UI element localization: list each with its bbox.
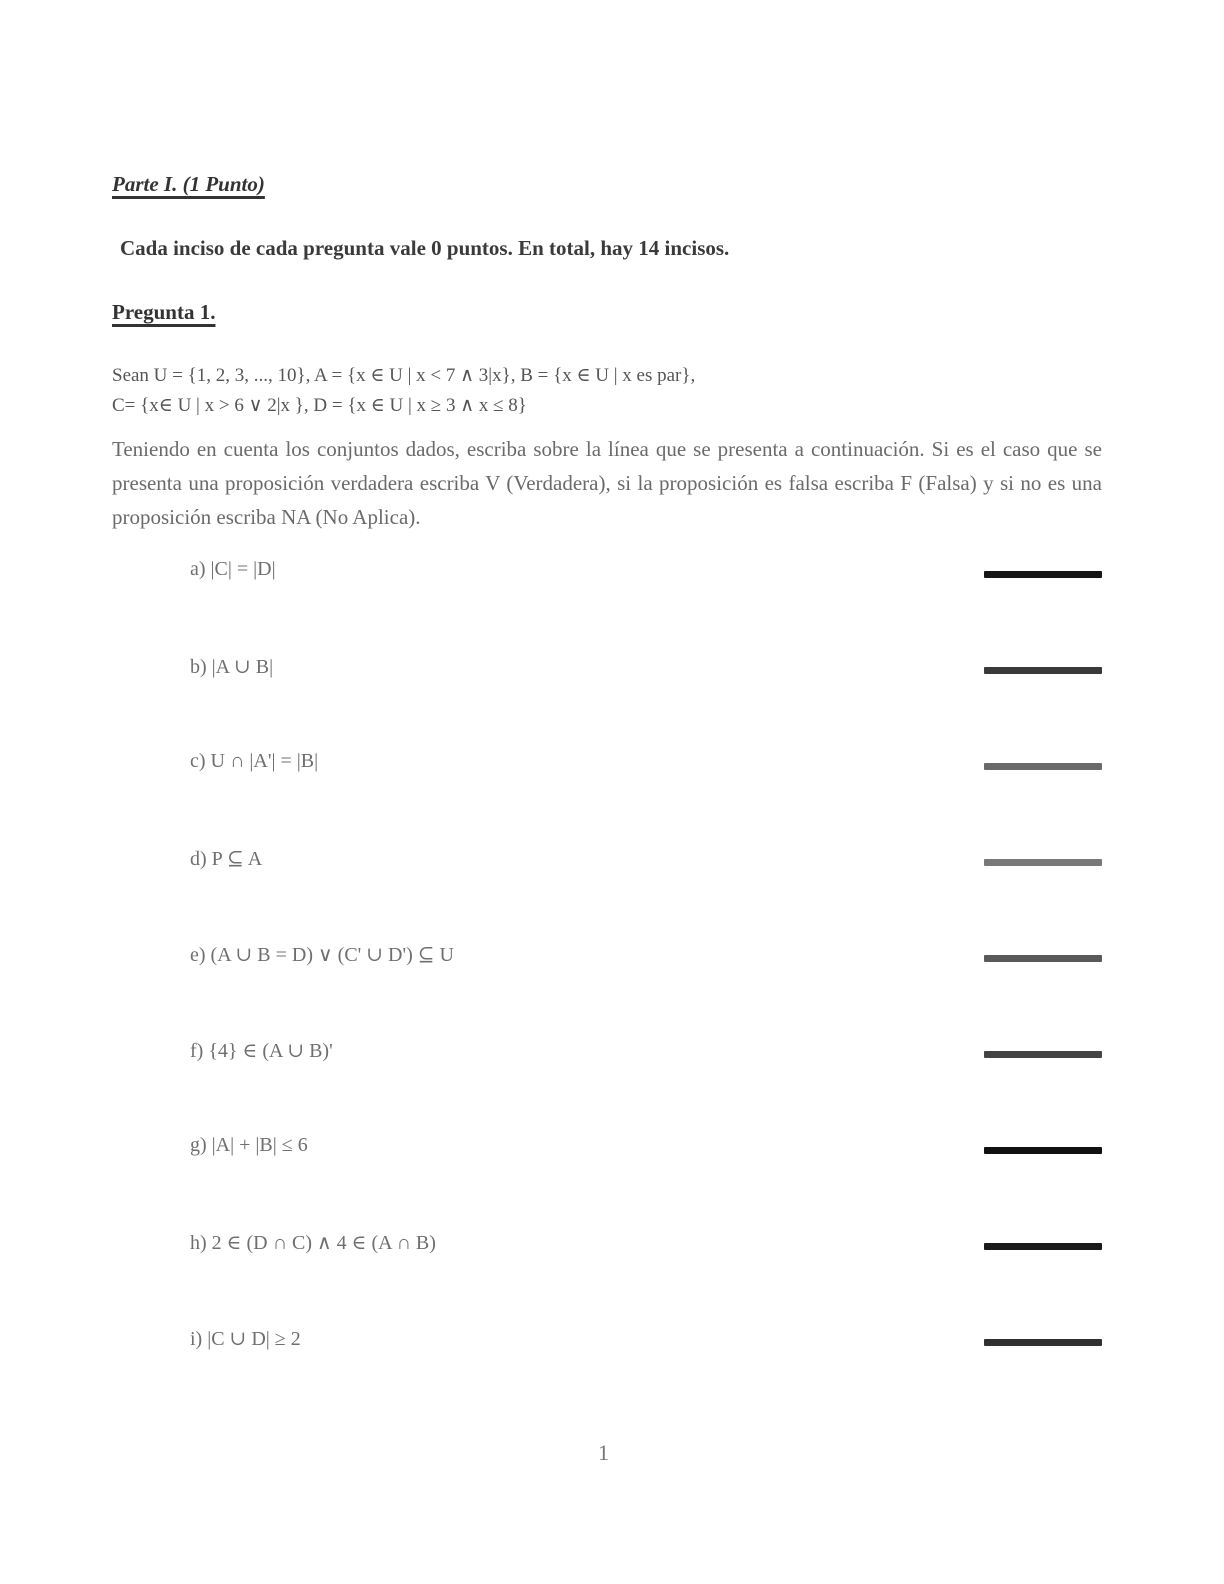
item-label: h) 2 ∈ (D ∩ C) ∧ 4 ∈ (A ∩ B): [190, 1232, 436, 1254]
question-item: [0, 942, 1224, 982]
question-item: [0, 1134, 1224, 1174]
page-number: 1: [598, 1440, 609, 1465]
item-label: d) P ⊆ A: [190, 848, 263, 870]
answer-line[interactable]: [984, 763, 1102, 770]
answer-line[interactable]: [984, 1051, 1102, 1058]
item-label: a) |C| = |D|: [190, 558, 276, 580]
question-item: [0, 1230, 1224, 1270]
question-title: Pregunta 1.: [112, 300, 216, 324]
question-item: [0, 1038, 1224, 1078]
answer-line[interactable]: [984, 571, 1102, 578]
question-item: [0, 558, 1224, 598]
item-label: e) (A ∪ B = D) ∨ (C' ∪ D') ⊆ U: [190, 944, 454, 966]
answer-line[interactable]: [984, 667, 1102, 674]
answer-line[interactable]: [984, 1243, 1102, 1250]
item-label: g) |A| + |B| ≤ 6: [190, 1134, 308, 1156]
question-item: [0, 654, 1224, 694]
answer-line[interactable]: [984, 955, 1102, 962]
part-title: Parte I. (1 Punto): [112, 172, 265, 196]
answer-line[interactable]: [984, 1147, 1102, 1154]
question-item: [0, 750, 1224, 790]
instructions-paragraph: Teniendo en cuenta los conjuntos dados, escriba sobre la línea que se presenta a continuación. Si es el caso que se presenta una proposición verdadera escriba V (Verdadera), si la proposición es falsa escriba F (Falsa) y si no es una proposición escriba NA (No Aplica).: [112, 437, 1102, 529]
item-label: c) U ∩ |A'| = |B|: [190, 750, 319, 772]
question-item: [0, 1326, 1224, 1366]
item-label: f) {4} ∈ (A ∪ B)': [190, 1040, 333, 1062]
set-definition-line-1: Sean U = {1, 2, 3, ..., 10}, A = {x ∈ U | x < 7 ∧ 3|x}, B = {x ∈ U | x es par},: [112, 365, 696, 386]
answer-line[interactable]: [984, 859, 1102, 866]
set-definition-line-2: C= {x∈ U | x > 6 ∨ 2|x }, D = {x ∈ U | x ≥ 3 ∧ x ≤ 8}: [112, 395, 527, 416]
instructions: Cada inciso de cada pregunta vale 0 puntos. En total, hay 14 incisos.: [120, 236, 730, 260]
answer-line[interactable]: [984, 1339, 1102, 1346]
item-label: b) |A ∪ B|: [190, 656, 274, 678]
question-item: [0, 846, 1224, 886]
item-label: i) |C ∪ D| ≥ 2: [190, 1328, 301, 1350]
